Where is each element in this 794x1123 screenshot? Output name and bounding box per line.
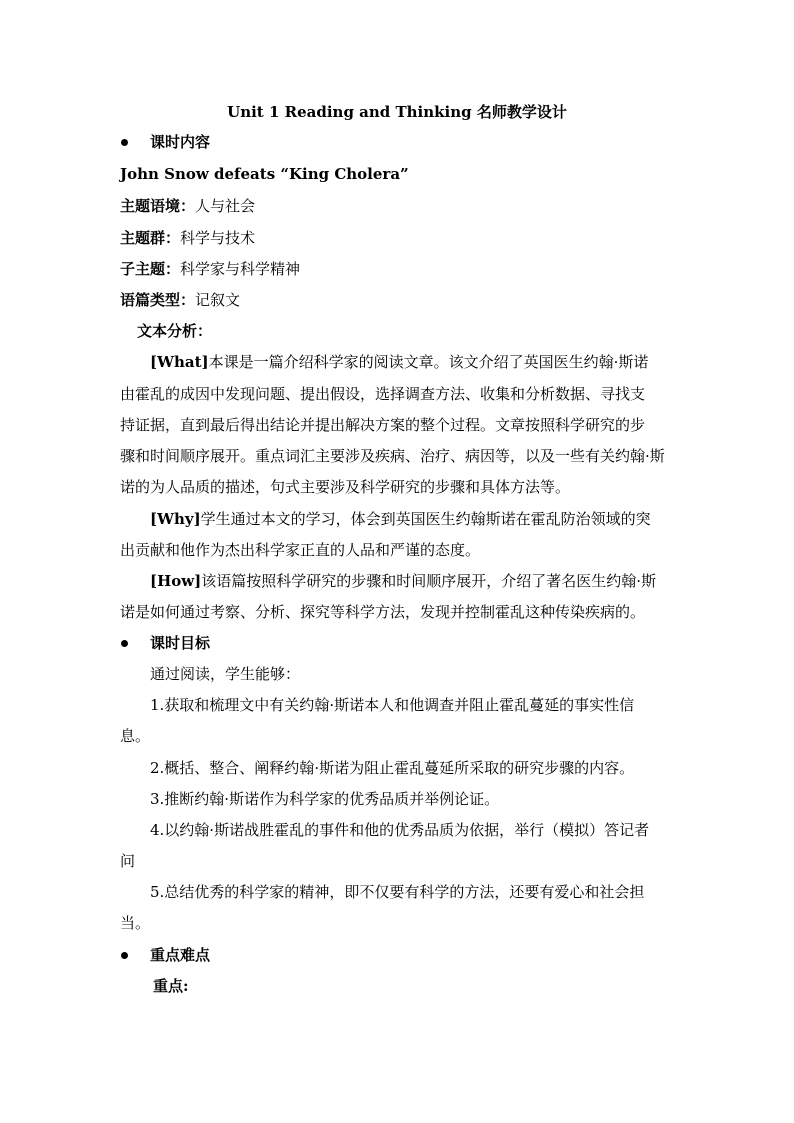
why-paragraph-line: 出贡献和他作为杰出科学家正直的人品和严谨的态度。 [120,541,481,559]
analysis-label: 文本分析： [137,322,213,340]
bullet-icon [121,640,128,647]
theme-context-value: 人与社会 [195,197,256,215]
goal-item: 4.以约翰·斯诺战胜霍乱的事件和他的优秀品质为依据，举行（模拟）答记者 [150,821,650,839]
subtheme-value: 科学家与科学精神 [180,260,301,278]
why-text: 学生通过本文的学习，体会到英国医生约翰斯诺在霍乱防治领域的突 [200,510,651,528]
text-title: John Snow defeats “King Cholera” [120,165,409,183]
theme-context-row [120,196,255,216]
bullet-icon [121,139,128,146]
why-tag: [Why] [150,510,201,528]
goals-intro: 通过阅读，学生能够： [150,665,301,683]
section-heading-goals: 课时目标 [150,634,211,652]
theme-group-row [120,228,255,248]
goal-item: 2.概括、整合、阐释约翰·斯诺为阻止霍乱蔓延所采取的研究步骤的内容。 [150,759,635,777]
goal-item-continued: 息。 [120,727,151,745]
subtheme-label: 子主题： [120,260,181,278]
text-type-value: 记叙文 [195,291,241,309]
what-paragraph-line: 骤和时间顺序展开。重点词汇主要涉及疾病、治疗、病因等，以及一些有关约翰·斯 [120,447,665,465]
why-paragraph-line [150,509,651,529]
what-text: 本课是一篇介绍科学家的阅读文章。该文介绍了英国医生约翰·斯诺 [208,353,649,371]
what-paragraph-line: 由霍乱的成因中发现问题、提出假设，选择调查方法、收集和分析数据、寻找支 [120,385,646,403]
what-paragraph-line [150,352,648,372]
how-paragraph-line [150,571,656,591]
how-tag: [How] [150,572,202,590]
theme-group-value: 科学与技术 [180,229,256,247]
text-type-row [120,290,240,310]
goal-item: 3.推断约翰·斯诺作为科学家的优秀品质并举例论证。 [150,790,500,808]
key-points-label: 重点: [153,977,189,995]
bullet-icon [121,952,128,959]
document-title: Unit 1 Reading and Thinking 名师教学设计 [227,103,567,121]
theme-context-label: 主题语境： [120,197,196,215]
text-type-label: 语篇类型： [120,291,196,309]
goal-item: 5.总结优秀的科学家的精神，即不仅要有科学的方法，还要有爱心和社会担 [150,883,645,901]
goal-item-continued: 问 [120,852,136,870]
goal-item-continued: 当。 [120,914,151,932]
what-tag: [What] [150,353,209,371]
how-paragraph-line: 诺是如何通过考察、分析、探究等科学方法，发现并控制霍乱这种传染疾病的。 [120,603,646,621]
what-paragraph-line: 持证据，直到最后得出结论并提出解决方案的整个过程。文章按照科学研究的步 [120,416,646,434]
section-heading-key-points: 重点难点 [150,946,211,964]
goal-item: 1.获取和梳理文中有关约翰·斯诺本人和他调查并阻止霍乱蔓延的事实性信 [150,696,635,714]
what-paragraph-line: 诺的为人品质的描述，句式主要涉及科学研究的步骤和具体方法等。 [120,478,571,496]
theme-group-label: 主题群： [120,229,181,247]
subtheme-row [120,259,300,279]
section-heading-content: 课时内容 [150,133,211,151]
how-text: 该语篇按照科学研究的步骤和时间顺序展开，介绍了著名医生约翰·斯 [201,572,657,590]
